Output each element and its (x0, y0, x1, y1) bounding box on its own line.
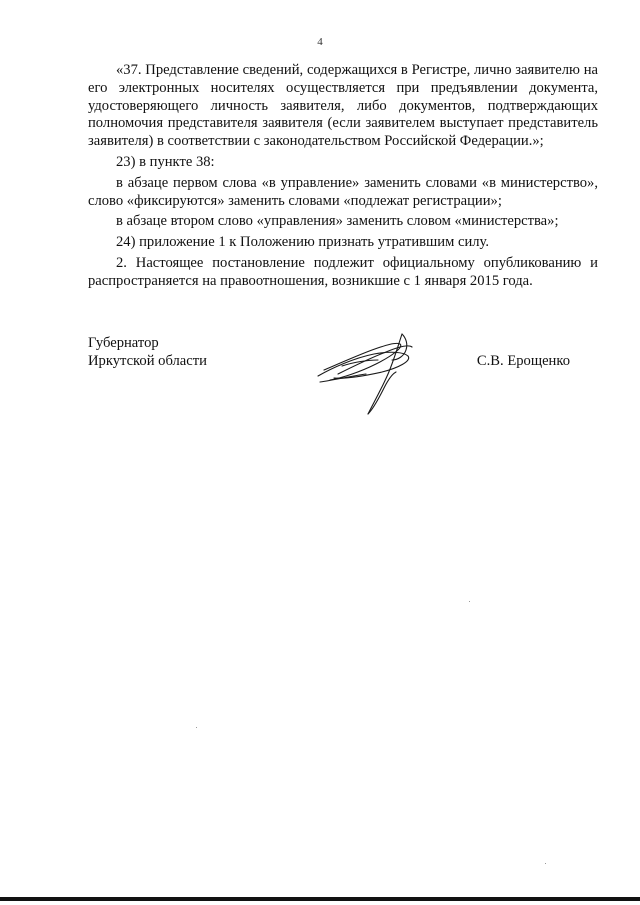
signer-title-line-2: Иркутской области (88, 353, 207, 369)
paragraph-first-abzac: в абзаце первом слова «в управление» заменить словами «в министерство», слово «фиксируются» заменить словами «подлежат регистрации»; (88, 174, 598, 209)
scan-speck (196, 727, 197, 728)
scan-edge-border (0, 897, 640, 901)
document-body (88, 62, 598, 291)
signer-title-line-1: Губернатор (88, 335, 159, 351)
signature-block (88, 334, 598, 404)
scan-speck (469, 601, 470, 602)
scan-speck (545, 863, 546, 864)
signer-name: С.В. Ерощенко (476, 353, 570, 369)
paragraph-second-abzac: в абзаце втором слово «управления» заменить словом «министерства»; (116, 213, 559, 230)
paragraph-item-23: 23) в пункте 38: (116, 153, 215, 170)
handwritten-signature (312, 330, 432, 420)
page-number: 4 (317, 36, 323, 48)
paragraph-item-24: 24) приложение 1 к Положению признать утратившим силу. (116, 234, 490, 251)
paragraph-item-37: «37. Представление сведений, содержащихся в Регистре, лично заявителю на его электронных носителях осуществляется при предъявлении документа, удостоверяющего личность заявителя, либо документов, подтверждающих полномочия представителя заявителя (если заявителем выступает представитель заявителя) в соответствии с законодательством Российской Федерации.»; (88, 62, 598, 150)
signer-title (88, 334, 207, 370)
paragraph-publication: 2. Настоящее постановление подлежит официальному опубликованию и распространяется на правоотношения, возникшие с 1 января 2015 года. (88, 254, 598, 289)
